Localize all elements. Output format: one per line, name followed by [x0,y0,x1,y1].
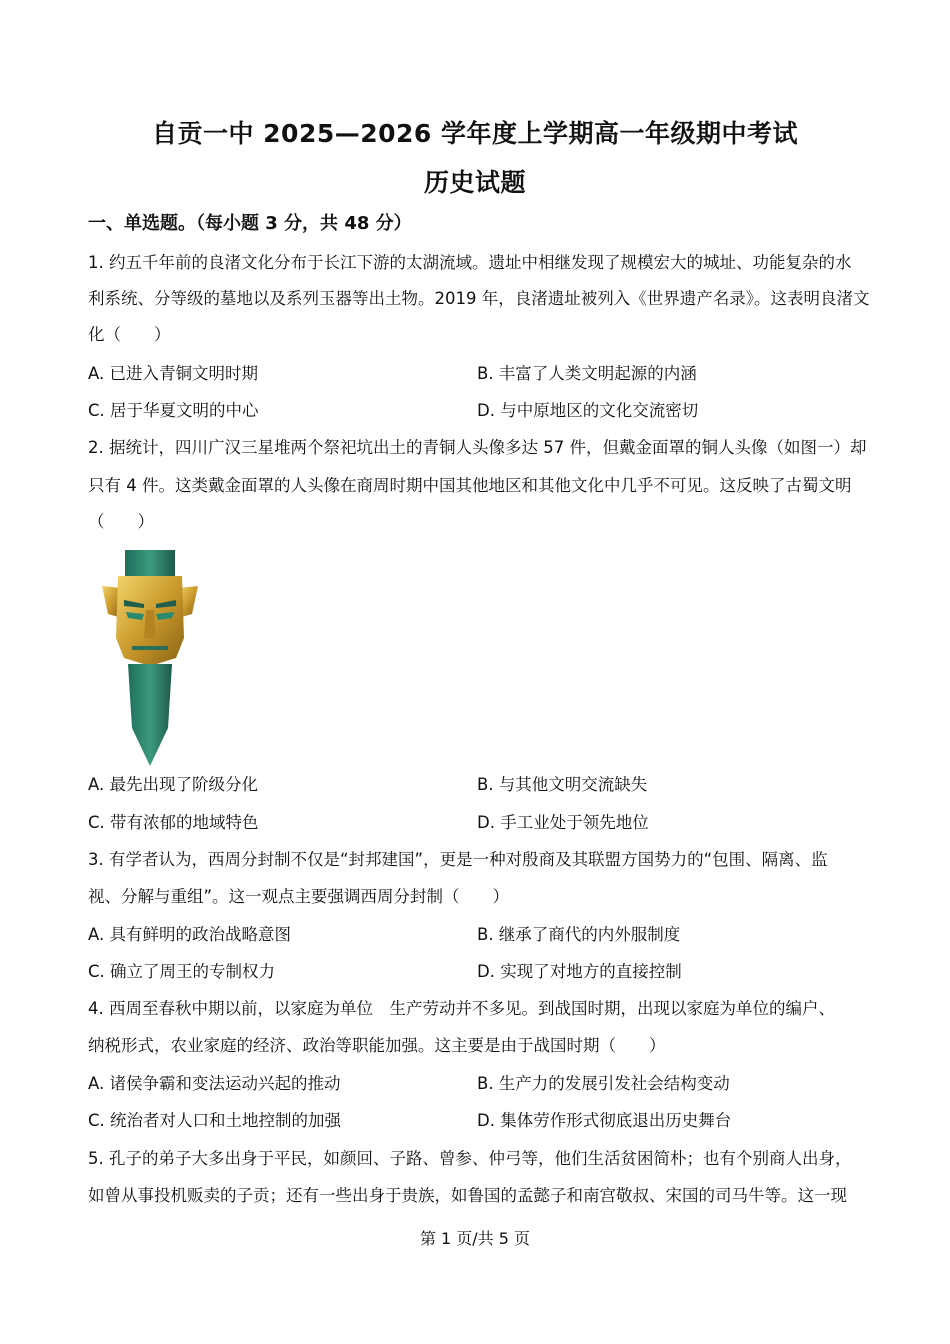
q4-option-b: B. 生产力的发展引发社会结构变动 [477,1074,730,1093]
q3-option-b: B. 继承了商代的内外服制度 [477,925,681,944]
q1-option-b: B. 丰富了人类文明起源的内涵 [477,364,697,383]
q4-option-d: D. 集体劳作形式彻底退出历史舞台 [477,1111,732,1130]
q1-line-1: 1. 约五千年前的良渚文化分布于长江下游的太湖流域。遗址中相继发现了规模宏大的城址、功能复杂的水 [88,253,852,272]
neck-spike [128,664,172,766]
q4-line-2: 纳税形式，农业家庭的经济、政治等职能加强。这主要是由于战国时期（ ） [88,1036,666,1055]
subject-title: 历史试题 [423,168,526,197]
q2-line-1: 2. 据统计，四川广汉三星堆两个祭祀坑出土的青铜人头像多达 57 件，但戴金面罩的铜人头像（如图一）却 [88,438,867,457]
q2-option-a: A. 最先出现了阶级分化 [88,775,258,794]
exam-title: 自贡一中 2025—2026 学年度上学期高一年级期中考试 [151,119,799,148]
q1-option-a: A. 已进入青铜文明时期 [88,364,258,383]
q1-line-3: 化（ ） [88,325,171,344]
q2-option-b: B. 与其他文明交流缺失 [477,775,648,794]
q3-option-a: A. 具有鲜明的政治战略意图 [88,925,291,944]
section-heading: 一、单选题。（每小题 3 分，共 48 分） [88,213,412,234]
q4-line-1: 4. 西周至春秋中期以前，以家庭为单位 生产劳动并不多见。到战国时期，出现以家庭为单位的编户、 [88,999,835,1018]
q2-line-2: 只有 4 件。这类戴金面罩的人头像在商周时期中国其他地区和其他文化中几乎不可见。这反映了古蜀文明 [88,476,852,495]
q3-line-1: 3. 有学者认为，西周分封制不仅是“封邦建国”，更是一种对殷商及其联盟方国势力的“包围、隔离、监 [88,850,828,869]
mouth [132,646,168,650]
q1-option-c: C. 居于华夏文明的中心 [88,401,259,420]
nose [144,610,156,638]
q5-line-2: 如曾从事投机贩卖的子贡；还有一些出身于贵族，如鲁国的孟懿子和南宫敬叔、宋国的司马牛等。这一现 [88,1186,847,1205]
page-number: 第 1 页/共 5 页 [419,1229,531,1248]
q1-option-d: D. 与中原地区的文化交流密切 [477,401,699,420]
q1-line-2: 利系统、分等级的墓地以及系列玉器等出土物。2019 年，良渚遗址被列入《世界遗产名录》。这表明良渚文 [88,289,870,308]
q3-option-c: C. 确立了周王的专制权力 [88,962,276,981]
q4-option-c: C. 统治者对人口和土地控制的加强 [88,1111,342,1130]
q2-option-c: C. 带有浓郁的地域特色 [88,813,259,832]
q5-line-1: 5. 孔子的弟子大多出身于平民，如颜回、子路、曾参、仲弓等，他们生活贫困简朴；也有个别商人出身， [88,1149,852,1168]
q2-option-d: D. 手工业处于领先地位 [477,813,649,832]
q3-line-2: 视、分解与重组”。这一观点主要强调西周分封制（ ） [88,887,510,906]
head-top [125,550,175,578]
q4-option-a: A. 诸侯争霸和变法运动兴起的推动 [88,1074,341,1093]
bronze-head-figure [88,548,218,768]
q3-option-d: D. 实现了对地方的直接控制 [477,962,682,981]
q2-line-3: （ ） [88,512,154,531]
